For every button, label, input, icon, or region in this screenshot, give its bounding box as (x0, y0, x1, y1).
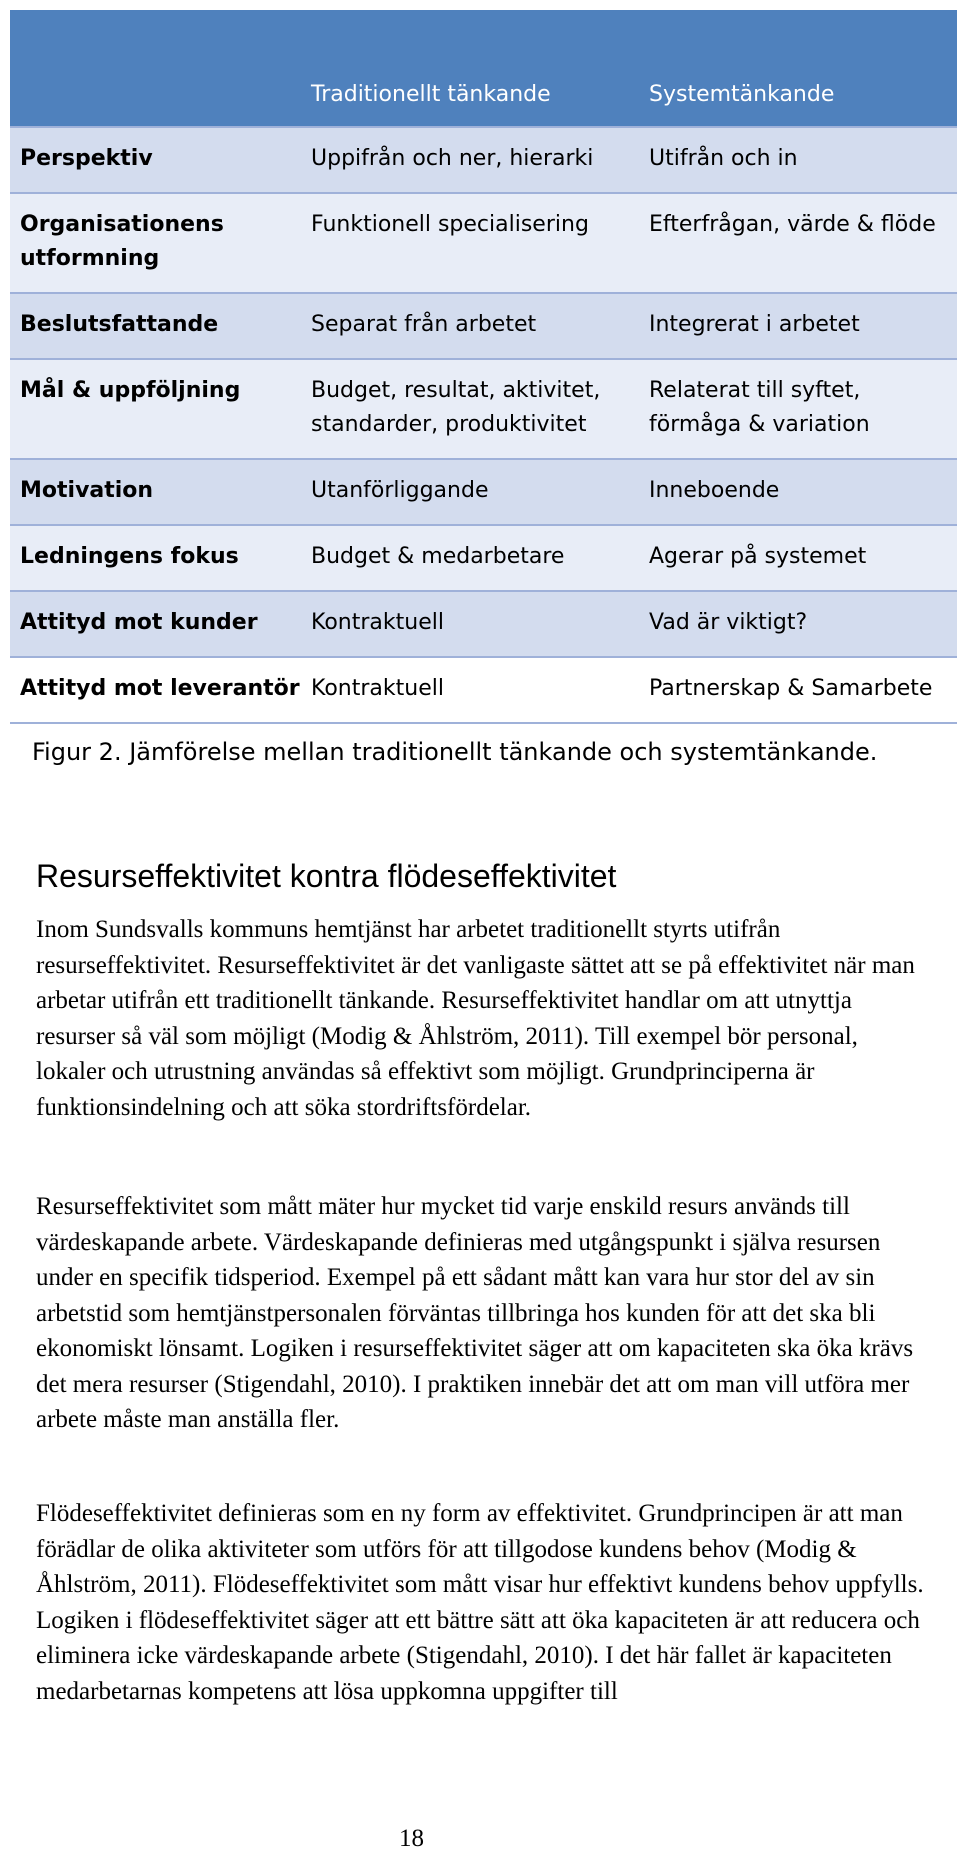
body-paragraph: Inom Sundsvalls kommuns hemtjänst har arbetet traditionellt styrts utifrån resurseffektivitet. Resurseffektivitet är det vanligaste sättet att se på effektivitet när man arbetar utifrån ett traditionellt tänkande. Resurseffektivitet handlar om att utnyttja resurser så väl som möjligt (Modig & Åhlström, 2011). Till exempel bör personal, lokaler och utrustning användas så effektivt som möjligt. Grundprinciperna är funktionsindelning och att söka stordriftsfördelar. (36, 916, 915, 1121)
header-empty (10, 10, 301, 127)
table-row (10, 657, 957, 723)
table-row (10, 591, 957, 657)
traditional-cell: Uppifrån och ner, hierarki (301, 127, 639, 193)
systems-cell: Inneboende (639, 459, 957, 525)
table-row (10, 127, 957, 193)
systems-cell: Efterfrågan, värde & flöde (639, 193, 957, 293)
row-label: Organisationens utformning (10, 193, 301, 293)
traditional-cell: Separat från arbetet (301, 293, 639, 359)
row-label: Mål & uppföljning (10, 359, 301, 459)
row-label: Ledningens fokus (10, 525, 301, 591)
row-label: Beslutsfattande (10, 293, 301, 359)
traditional-cell: Funktionell specialisering (301, 193, 639, 293)
systems-cell: Partnerskap & Samarbete (639, 657, 957, 723)
systems-cell: Vad är viktigt? (639, 591, 957, 657)
systems-cell: Agerar på systemet (639, 525, 957, 591)
table-row (10, 293, 957, 359)
table-header-row (10, 10, 957, 127)
table-row (10, 459, 957, 525)
traditional-cell: Budget & medarbetare (301, 525, 639, 591)
comparison-table (10, 10, 957, 724)
section-heading: Resurseffektivitet kontra flödeseffektivitet (36, 858, 617, 894)
row-label: Attityd mot leverantör (10, 657, 301, 723)
header-traditional: Traditionellt tänkande (301, 10, 639, 127)
figure-caption: Figur 2. Jämförelse mellan traditionellt tänkande och systemtänkande. (32, 738, 878, 766)
traditional-cell: Kontraktuell (301, 591, 639, 657)
row-label: Perspektiv (10, 127, 301, 193)
systems-cell: Relaterat till syftet, förmåga & variation (639, 359, 957, 459)
page-number: 18 (399, 1825, 424, 1852)
comparison-table-container (10, 10, 957, 724)
table-row (10, 193, 957, 293)
row-label: Motivation (10, 459, 301, 525)
body-paragraph: Resurseffektivitet som mått mäter hur mycket tid varje enskild resurs används till värdeskapande arbete. Värdeskapande definieras med utgångspunkt i själva resursen under en specifik tidsperiod. Exempel på ett sådant mått kan vara hur stor del av sin arbetstid som hemtjänstpersonalen förväntas tillbringa hos kunden för att det ska bli ekonomiskt lönsamt. Logiken i resurseffektivitet säger att om kapaciteten ska öka krävs det mera resurser (Stigendahl, 2010). I praktiken innebär det att om man vill utföra mer arbete måste man anställa fler. (36, 1193, 914, 1433)
traditional-cell: Kontraktuell (301, 657, 639, 723)
systems-cell: Utifrån och in (639, 127, 957, 193)
body-paragraph: Flödeseffektivitet definieras som en ny form av effektivitet. Grundprincipen är att man förädlar de olika aktiviteter som utförs för att tillgodose kundens behov (Modig & Åhlström, 2011). Flödeseffektivitet som mått visar hur effektivt kundens behov uppfylls. Logiken i flödeseffektivitet säger att ett bättre sätt att öka kapaciteten är att reducera och eliminera icke värdeskapande arbete (Stigendahl, 2010). I det här fallet är kapaciteten medarbetarnas kompetens att lösa uppkomna uppgifter till (36, 1500, 924, 1705)
table-row (10, 525, 957, 591)
table-row (10, 359, 957, 459)
traditional-cell: Budget, resultat, aktivitet, standarder, produktivitet (301, 359, 639, 459)
systems-cell: Integrerat i arbetet (639, 293, 957, 359)
traditional-cell: Utanförliggande (301, 459, 639, 525)
header-systems: Systemtänkande (639, 10, 957, 127)
row-label: Attityd mot kunder (10, 591, 301, 657)
